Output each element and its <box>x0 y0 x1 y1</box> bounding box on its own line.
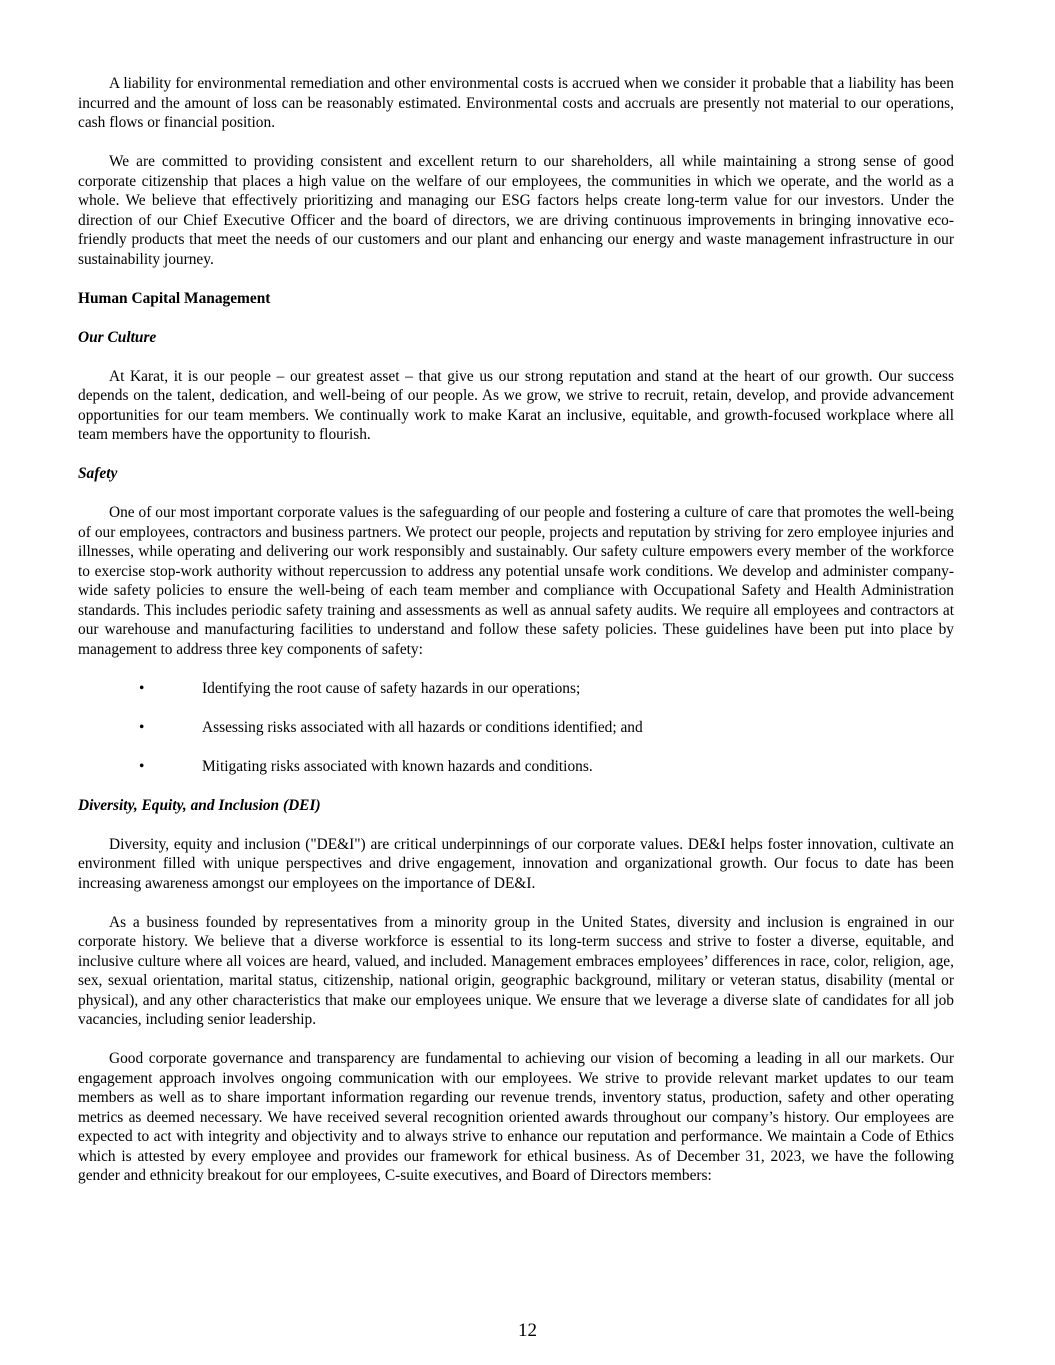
subheading-our-culture: Our Culture <box>78 328 157 346</box>
paragraph-governance: Good corporate governance and transparency are fundamental to achieving our vision of becoming a leading in all our markets. Our engagement approach involves ongoing communication with our employees. We strive to provide relevant market updates to our team members as well as to share important information regarding our revenue trends, inventory status, production, safety and other operating metrics as deemed necessary. We have received several recognition oriented awards throughout our company’s history. Our employees are expected to act with integrity and objectivity and to always strive to enhance our reputation and performance. We maintain a Code of Ethics which is attested by every employee and provides our framework for ethical business. As of December 31, 2023, we have the following gender and ethnicity breakout for our employees, C-suite executives, and Board of Directors members: <box>78 1050 954 1184</box>
heading-human-capital-management: Human Capital Management <box>78 289 271 307</box>
list-item-text: Assessing risks associated with all hazards or conditions identified; and <box>202 718 643 736</box>
safety-components-list <box>78 679 954 777</box>
bullet-marker: • <box>139 679 145 697</box>
list-item <box>78 757 954 777</box>
list-item <box>78 718 954 738</box>
paragraph-esg-commitment: We are committed to providing consistent and excellent return to our shareholders, all while maintaining a strong sense of good corporate citizenship that places a high value on the welfare of our employees, the communities in which we operate, and the world as a whole. We believe that effectively prioritizing and managing our ESG factors helps create long-term value for our investors. Under the direction of our Chief Executive Officer and the board of directors, we are driving continuous improvements in bringing innovative eco-friendly products that meet the needs of our customers and our plant and enhancing our energy and waste management infrastructure in our sustainability journey. <box>78 153 954 268</box>
bullet-marker: • <box>139 757 145 775</box>
bullet-marker: • <box>139 718 145 736</box>
paragraph-our-culture: At Karat, it is our people – our greatest asset – that give us our strong reputation and stand at the heart of our growth. Our success depends on the talent, dedication, and well-being of our people. As we grow, we strive to recruit, retain, develop, and provide advancement opportunities for our team members. We continually work to make Karat an inclusive, equitable, and growth-focused workplace where all team members have the opportunity to flourish. <box>78 367 954 443</box>
document-page <box>78 74 954 1205</box>
list-item-text: Mitigating risks associated with known hazards and conditions. <box>202 757 593 775</box>
page-number: 12 <box>518 1320 537 1341</box>
paragraph-safety: One of our most important corporate values is the safeguarding of our people and fostering a culture of care that promotes the well-being of our employees, contractors and business partners. We protect our people, projects and reputation by striving for zero employee injuries and illnesses, while operating and delivering our work responsibly and sustainably. Our safety culture empowers every member of the workforce to exercise stop-work authority without repercussion to address any potential unsafe work conditions. We develop and administer company-wide safety policies to ensure the well-being of each team member and compliance with Occupational Safety and Health Administration standards. This includes periodic safety training and assessments as well as annual safety audits. We require all employees and contractors at our warehouse and manufacturing facilities to understand and follow these safety policies. These guidelines have been put into place by management to address three key components of safety: <box>78 504 954 658</box>
paragraph-dei-overview: Diversity, equity and inclusion ("DE&I") are critical underpinnings of our corporate values. DE&I helps foster innovation, cultivate an environment filled with unique perspectives and drive engagement, innovation and organizational growth. Our focus to date has been increasing awareness amongst our employees on the importance of DE&I. <box>78 835 954 892</box>
subheading-dei: Diversity, Equity, and Inclusion (DEI) <box>78 796 321 814</box>
list-item <box>78 679 954 699</box>
paragraph-environmental-liability: A liability for environmental remediation and other environmental costs is accrued when we consider it probable that a liability has been incurred and the amount of loss can be reasonably estimated. Environmental costs and accruals are presently not material to our operations, cash flows or financial position. <box>78 75 954 131</box>
subheading-safety: Safety <box>78 465 118 482</box>
paragraph-dei-history: As a business founded by representatives from a minority group in the United States, diversity and inclusion is engrained in our corporate history. We believe that a diverse workforce is essential to its long-term success and strive to foster a diverse, equitable, and inclusive culture where all voices are heard, valued, and included. Management embraces employees’ differences in race, color, religion, age, sex, sexual orientation, marital status, citizenship, national origin, geographic background, military or veteran status, disability (mental or physical), and any other characteristics that make our employees unique. We ensure that we leverage a diverse slate of candidates for all job vacancies, including senior leadership. <box>78 913 954 1028</box>
list-item-text: Identifying the root cause of safety hazards in our operations; <box>202 679 581 697</box>
